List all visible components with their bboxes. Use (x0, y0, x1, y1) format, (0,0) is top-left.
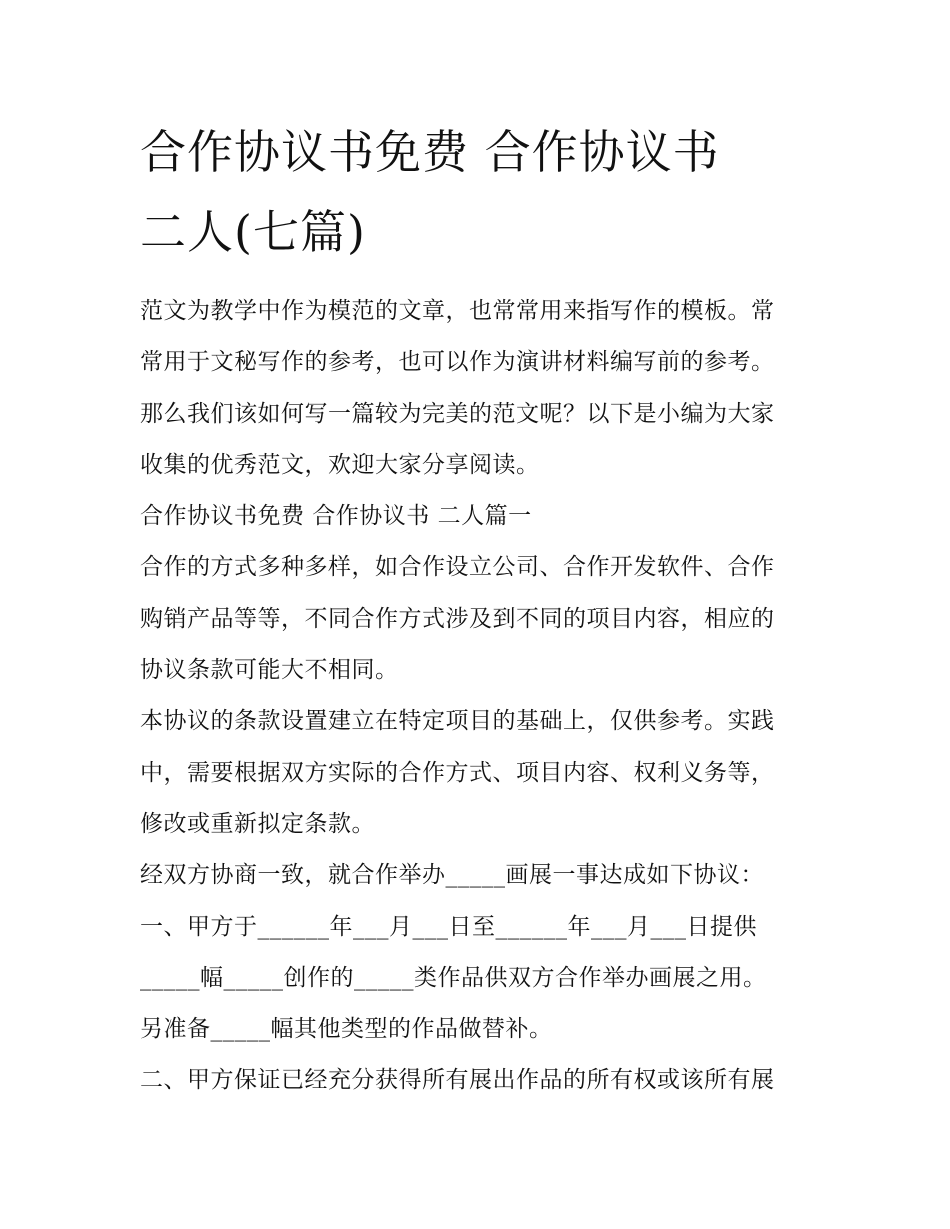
title-line: 合作协议书免费 合作协议书 (140, 125, 720, 179)
body-paragraph (140, 542, 820, 696)
text-line: 收集的优秀范文，欢迎大家分享阅读。 (140, 451, 540, 478)
text-line: 本协议的条款设置建立在特定项目的基础上，仅供参考。实践 (140, 708, 775, 735)
text-line: 购销产品等等，不同合作方式涉及到不同的项目内容，相应的 (140, 605, 775, 632)
body-paragraph (140, 850, 820, 901)
title-line: 二人(七篇) (140, 205, 366, 259)
text-line: 二、甲方保证已经充分获得所有展出作品的所有权或该所有展 (140, 1067, 775, 1094)
text-line: _____幅_____创作的_____类作品供双方合作举办画展之用。 (140, 964, 767, 991)
document-page (140, 112, 820, 1107)
text-line: 协议条款可能大不相同。 (140, 657, 399, 684)
section-heading (140, 491, 820, 542)
body-paragraph (140, 696, 820, 850)
document-title (140, 112, 820, 272)
text-line: 常用于文秘写作的参考，也可以作为演讲材料编写前的参考。 (140, 349, 775, 376)
clause-one (140, 902, 820, 1056)
intro-paragraph (140, 286, 820, 491)
text-line: 中，需要根据双方实际的合作方式、项目内容、权利义务等， (140, 759, 775, 786)
text-line: 另准备_____幅其他类型的作品做替补。 (140, 1016, 553, 1043)
text-line: 修改或重新拟定条款。 (140, 810, 375, 837)
clause-two (140, 1055, 820, 1106)
text-line: 范文为教学中作为模范的文章，也常常用来指写作的模板。常 (140, 298, 775, 324)
text-line: 经双方协商一致，就合作举办_____画展一事达成如下协议： (140, 862, 764, 889)
text-line: 合作协议书免费 合作协议书 二人篇一 (140, 503, 532, 530)
text-line: 一、甲方于______年___月___日至______年___月___日提供 (140, 913, 757, 940)
text-line: 合作的方式多种多样，如合作设立公司、合作开发软件、合作 (140, 554, 775, 581)
text-line: 那么我们该如何写一篇较为完美的范文呢？以下是小编为大家 (140, 400, 775, 427)
